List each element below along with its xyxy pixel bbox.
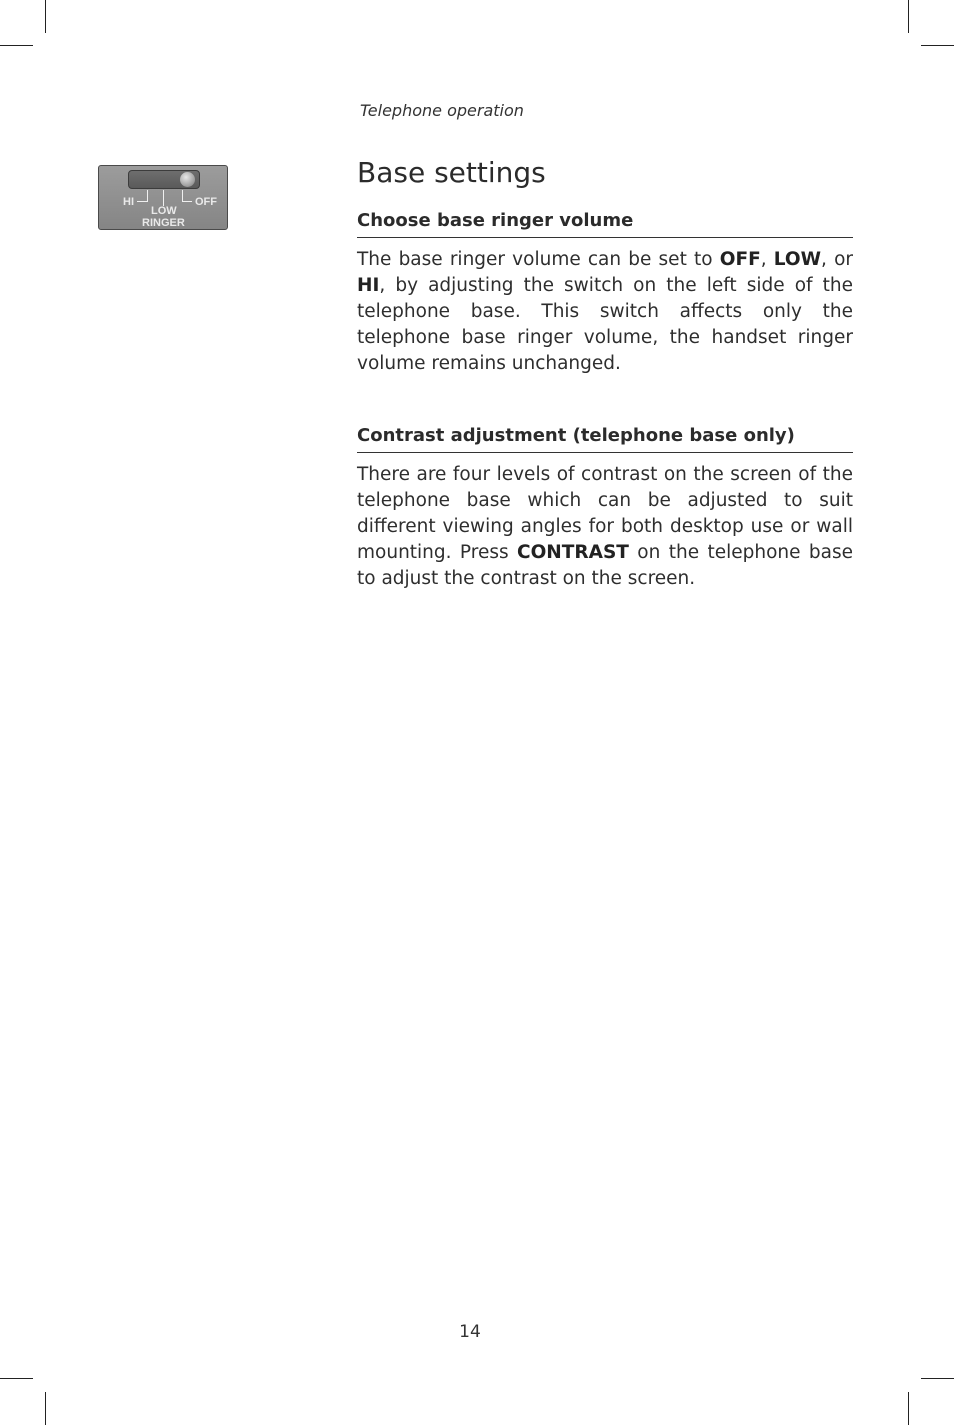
ringer-label: RINGER bbox=[142, 217, 185, 229]
low-tick bbox=[163, 190, 164, 206]
crop-mark bbox=[921, 1378, 954, 1379]
main-content bbox=[357, 150, 853, 592]
low-label: LOW bbox=[151, 205, 177, 217]
crop-mark bbox=[0, 1378, 33, 1379]
page-number: 14 bbox=[459, 1322, 481, 1342]
crop-mark bbox=[45, 0, 46, 33]
crop-mark bbox=[45, 1392, 46, 1425]
crop-mark bbox=[0, 45, 33, 46]
contrast-heading: Contrast adjustment (telephone base only) bbox=[357, 423, 853, 453]
switch-track bbox=[128, 170, 200, 189]
ringer-switch-illustration bbox=[98, 165, 228, 230]
crop-mark bbox=[921, 45, 954, 46]
contrast-paragraph: There are four levels of contrast on the screen of the telephone base which can be adjusted to suit different viewing angles for both desktop use or wall mounting. Press CONTRAST on the telephone base to adjust the contrast on the screen. bbox=[357, 464, 854, 589]
crop-mark bbox=[908, 0, 909, 33]
hi-tick bbox=[147, 190, 148, 201]
running-head: Telephone operation bbox=[360, 101, 524, 120]
hi-tick bbox=[137, 201, 148, 202]
switch-knob bbox=[180, 172, 195, 187]
off-tick bbox=[182, 190, 183, 201]
off-label: OFF bbox=[195, 196, 217, 208]
crop-mark bbox=[908, 1392, 909, 1425]
ringer-volume-heading: Choose base ringer volume bbox=[357, 208, 853, 238]
section-title: Base settings bbox=[357, 156, 546, 189]
off-tick bbox=[182, 201, 192, 202]
hi-label: HI bbox=[123, 196, 134, 208]
ringer-volume-paragraph: The base ringer volume can be set to OFF, LOW, or HI, by adjusting the switch on the left side of the telephone base. This switch affects only the telephone base ringer volume, the handset ringer volume remains unchanged. bbox=[357, 249, 854, 374]
